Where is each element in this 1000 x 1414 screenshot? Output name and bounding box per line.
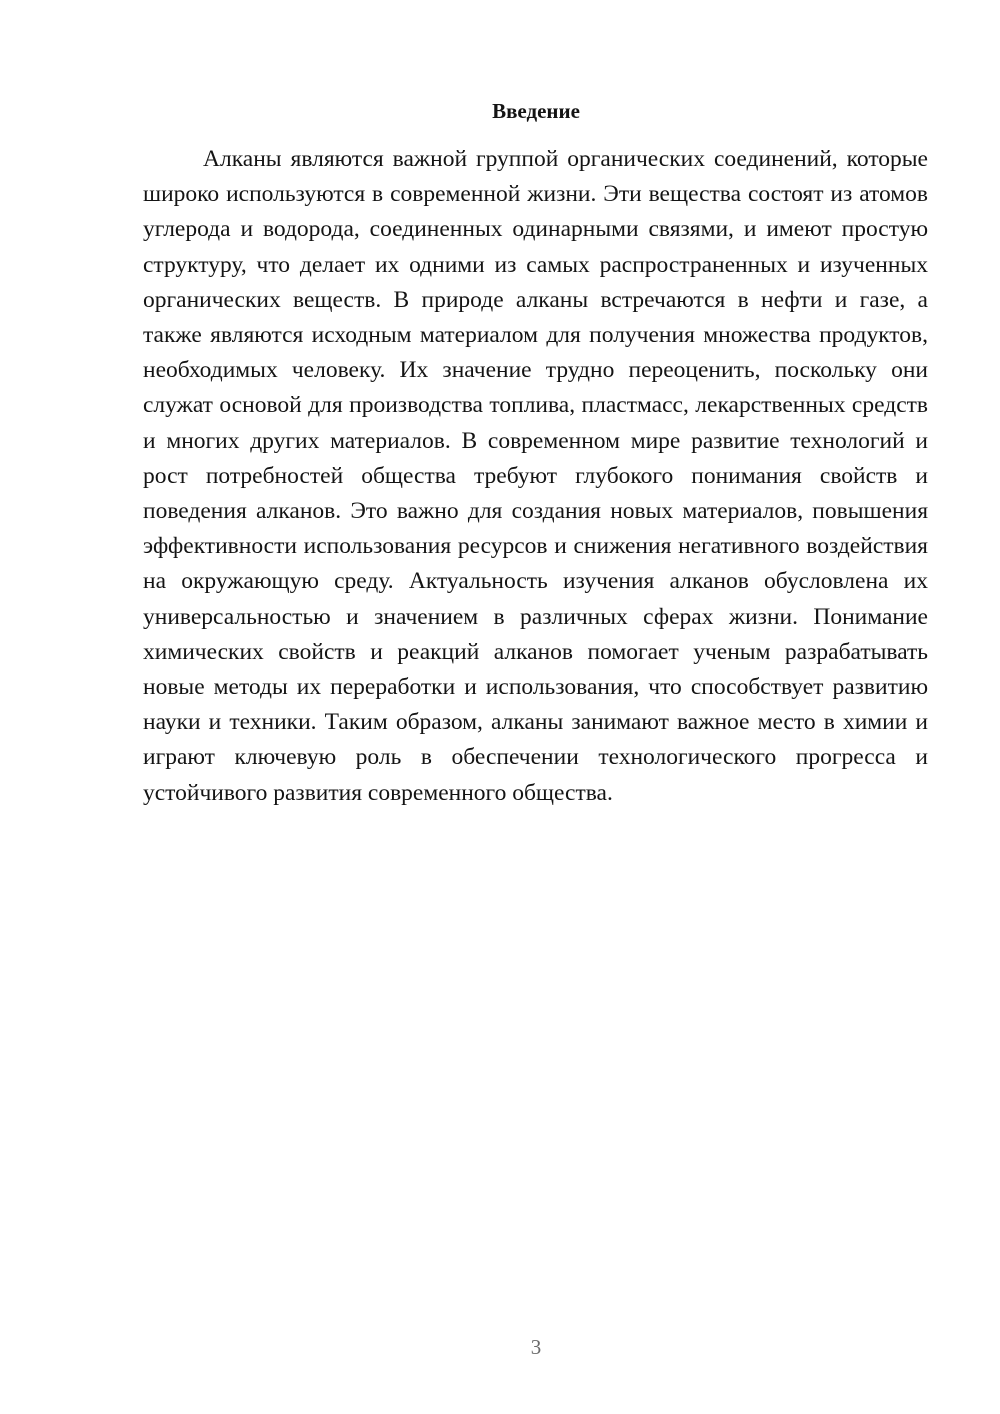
body-paragraph: Алканы являются важной группой органических соединений, которые широко используются в современной жизни. Эти вещества состоят из атомов углерода и водорода, соединенных одинарными связями, и имеют простую структуру, что делает их одними из самых распространенных и изученных органических веществ. В природе алканы встречаются в нефти и газе, а также являются исходным материалом для получения множества продуктов, необходимых человеку. Их значение трудно переоценить, поскольку они служат основой для производства топлива, пластмасс, лекарственных средств и многих других материалов. В современном мире развитие технологий и рост потребностей общества требуют глубокого понимания свойств и поведения алканов. Это важно для создания новых материалов, повышения эффективности использования ресурсов и снижения негативного воздействия на окружающую среду. Актуальность изучения алканов обусловлена их универсальностью и значением в различных сферах жизни. Понимание химических свойств и реакций алканов помогает ученым разрабатывать новые методы их переработки и использования, что способствует развитию науки и техники. Таким образом, алканы занимают важное место в химии и играют ключевую роль в обеспечении технологического прогресса и устойчивого развития современного общества. [143, 146, 928, 806]
page-number: 3 [530, 1335, 542, 1359]
section-heading: Введение [492, 99, 580, 123]
